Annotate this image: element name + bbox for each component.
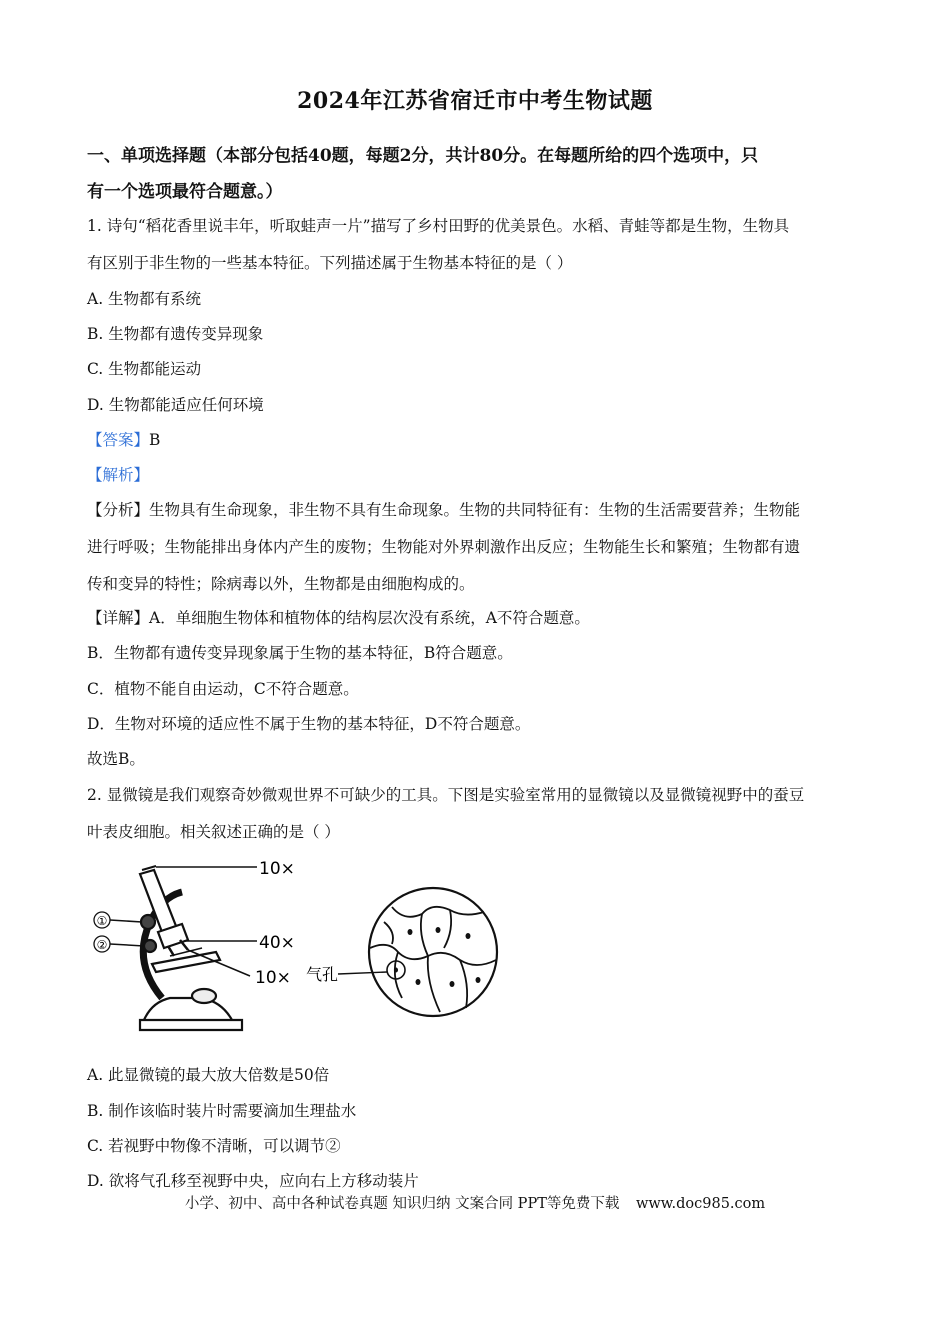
marker-2-label: ②: [96, 938, 108, 952]
analysis-tag: 【解析】: [87, 466, 150, 484]
q2-option-c: C. 若视野中物像不清晰，可以调节②: [87, 1137, 341, 1155]
stoma-label: 气孔: [306, 965, 339, 984]
q2-option-b: B. 制作该临时装片时需要滴加生理盐水: [87, 1102, 357, 1120]
high-objective-label: 40×: [259, 933, 295, 953]
section-heading-line-2: 有一个选项最符合题意。）: [87, 182, 283, 202]
q1-analysis-line-2: 进行呼吸；生物能排出身体内产生的废物；生物能对外界刺激作出反应；生物能生长和繁殖；生物都有遗: [87, 538, 801, 556]
q2-stem-line-2: 叶表皮细胞。相关叙述正确的是（ ）: [87, 823, 340, 841]
q1-detail-line-2: B．生物都有遗传变异现象属于生物的基本特征，B符合题意。: [87, 644, 513, 662]
q2-option-a: A. 此显微镜的最大放大倍数是50倍: [87, 1066, 330, 1084]
q1-detail-line-1: 【详解】A．单细胞生物体和植物体的结构层次没有系统，A不符合题意。: [87, 609, 590, 627]
microscope-drawing: [94, 866, 257, 1030]
q1-detail-line-3: C．植物不能自由运动，C不符合题意。: [87, 680, 359, 698]
q2-option-d: D. 欲将气孔移至视野中央，应向右上方移动装片: [87, 1172, 419, 1190]
q1-option-a: A. 生物都有系统: [87, 290, 202, 308]
q1-stem-line-2: 有区别于非生物的一些基本特征。下列描述属于生物基本特征的是（ ）: [87, 254, 573, 272]
eyepiece-magnification-label: 10×: [259, 859, 295, 879]
q1-detail-line-4: D．生物对环境的适应性不属于生物的基本特征，D不符合题意。: [87, 715, 531, 733]
section-heading-line-1: 一、单项选择题（本部分包括40题，每题2分，共计80分。在每题所给的四个选项中，只: [87, 146, 759, 166]
answer-tag: 【答案】: [87, 431, 150, 449]
q1-option-b: B. 生物都有遗传变异现象: [87, 325, 264, 343]
q1-option-c: C. 生物都能运动: [87, 360, 202, 378]
q1-analysis-line-3: 传和变异的特性；除病毒以外，生物都是由细胞构成的。: [87, 575, 475, 593]
field-of-view-drawing: [338, 888, 497, 1016]
marker-1-label: ①: [96, 914, 108, 928]
page-title: 2024年江苏省宿迁市中考生物试题: [297, 88, 653, 114]
q1-conclusion: 故选B。: [87, 750, 145, 768]
q1-stem-line-1: 1. 诗句“稻花香里说丰年，听取蛙声一片”描写了乡村田野的优美景色。水稻、青蛙等都是生物，生物具: [87, 217, 790, 235]
footer-url[interactable]: www.doc985.com: [635, 1196, 766, 1212]
q1-option-d: D. 生物都能适应任何环境: [87, 396, 264, 414]
footer-text: 小学、初中、高中各种试卷真题 知识归纳 文案合同 PPT等免费下载: [184, 1196, 620, 1212]
q2-stem-line-1: 2. 显微镜是我们观察奇妙微观世界不可缺少的工具。下图是实验室常用的显微镜以及显微镜视野中的蚕豆: [87, 786, 805, 804]
answer-value: B: [149, 431, 161, 449]
q1-analysis-line-1: 【分析】生物具有生命现象，非生物不具有生命现象。生物的共同特征有：生物的生活需要营养；生物能: [87, 501, 801, 519]
page-footer: [0, 1192, 950, 1213]
microscope-figure: [92, 852, 532, 1042]
q1-answer-line: [87, 428, 160, 450]
low-objective-label: 10×: [255, 968, 291, 988]
